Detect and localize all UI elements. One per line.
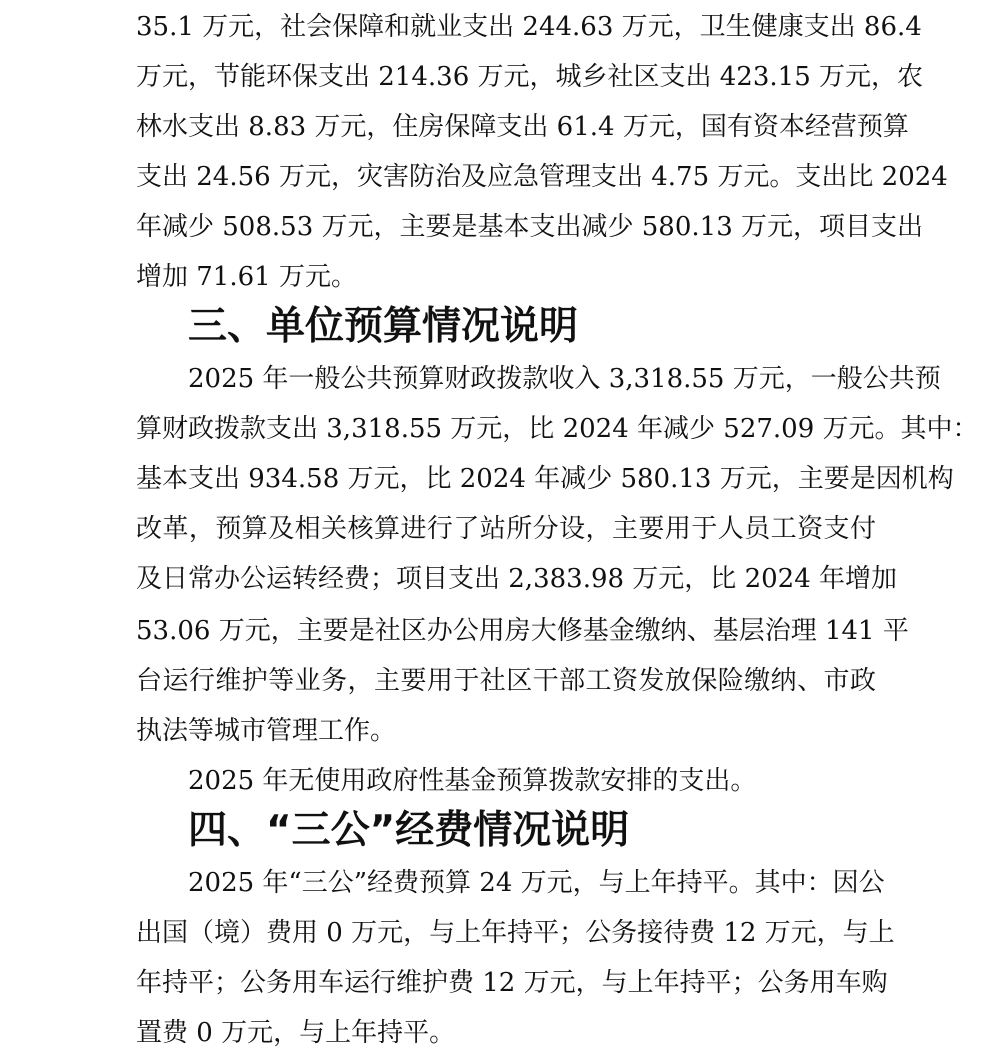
paragraph-1-line-5: 年减少 508.53 万元，主要是基本支出减少 580.13 万元，项目支出	[136, 212, 924, 242]
paragraph-1-line-3: 林水支出 8.83 万元，住房保障支出 61.4 万元，国有资本经营预算	[136, 112, 909, 142]
paragraph-2-line-7: 台运行维护等业务，主要用于社区干部工资发放保险缴纳、市政	[136, 666, 876, 696]
paragraph-4-line-2: 出国（境）费用 0 万元，与上年持平；公务接待费 12 万元，与上	[136, 918, 895, 948]
paragraph-2-line-2: 算财政拨款支出 3,318.55 万元，比 2024 年减少 527.09 万元。其中：	[136, 414, 979, 444]
paragraph-1-line-1: 35.1 万元，社会保障和就业支出 244.63 万元，卫生健康支出 86.4	[136, 12, 922, 42]
paragraph-2-line-8: 执法等城市管理工作。	[136, 716, 397, 746]
paragraph-4-line-1: 2025 年“三公”经费预算 24 万元，与上年持平。其中：因公	[188, 868, 885, 898]
section-4-heading: 四、“三公”经费情况说明	[188, 808, 630, 853]
paragraph-1-line-6: 增加 71.61 万元。	[136, 262, 357, 292]
paragraph-2-line-6: 53.06 万元，主要是社区办公用房大修基金缴纳、基层治理 141 平	[136, 616, 909, 646]
paragraph-1-line-4: 支出 24.56 万元，灾害防治及应急管理支出 4.75 万元。支出比 2024	[136, 162, 948, 192]
paragraph-1-line-2: 万元，节能环保支出 214.36 万元，城乡社区支出 423.15 万元，农	[136, 62, 924, 92]
paragraph-2-line-3: 基本支出 934.58 万元，比 2024 年减少 580.13 万元，主要是因机构	[136, 464, 954, 494]
paragraph-4-line-4: 置费 0 万元，与上年持平。	[136, 1018, 456, 1048]
paragraph-2-line-5: 及日常办公运转经费；项目支出 2,383.98 万元，比 2024 年增加	[136, 564, 898, 594]
paragraph-4-line-3: 年持平；公务用车运行维护费 12 万元，与上年持平；公务用车购	[136, 968, 888, 998]
paragraph-2-line-1: 2025 年一般公共预算财政拨款收入 3,318.55 万元，一般公共预	[188, 364, 941, 394]
paragraph-2-line-4: 改革，预算及相关核算进行了站所分设，主要用于人员工资支付	[136, 514, 876, 544]
paragraph-3: 2025 年无使用政府性基金预算拨款安排的支出。	[188, 766, 757, 796]
section-3-heading: 三、单位预算情况说明	[188, 304, 579, 349]
